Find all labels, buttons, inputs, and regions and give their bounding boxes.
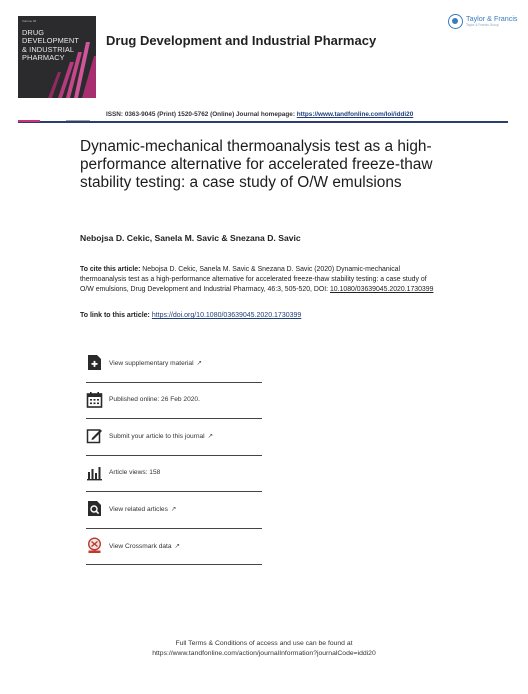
external-link-icon: ↗: [170, 506, 177, 513]
plus-document-icon: [86, 354, 103, 371]
publisher-name: Taylor & Francis: [466, 14, 518, 23]
citation-block: [80, 265, 440, 295]
external-link-icon: ↗: [174, 542, 181, 550]
article-doi-link[interactable]: https://doi.org/10.1080/03639045.2020.1730399: [151, 312, 302, 319]
article-title: Dynamic-mechanical thermoanalysis test as a high-performance alternative for accelerated freeze-thaw stability testing: a case study of O/W emulsions: [80, 138, 433, 191]
article-actions-list: [86, 346, 262, 565]
action-related-articles[interactable]: [86, 492, 262, 529]
publisher-logo[interactable]: [448, 12, 518, 34]
issn-line: [106, 111, 413, 118]
footer-terms-text: Full Terms & Conditions of access and use can be found at: [175, 640, 353, 647]
cover-title: DRUG DEVELOPMENT & INDUSTRIAL PHARMACY: [22, 28, 79, 63]
bar-chart-icon: [86, 464, 103, 481]
footer: [0, 639, 528, 658]
external-link-icon: ↗: [196, 360, 203, 367]
search-document-icon: [86, 500, 103, 517]
article-link-label: To link to this article:: [80, 312, 152, 319]
action-label: View supplementary material ↗: [109, 360, 203, 367]
journal-title[interactable]: Drug Development and Industrial Pharmacy: [106, 33, 377, 48]
citation-text: Nebojsa D. Cekic, Sanela M. Savic & Snezana D. Savic (2020) Dynamic-mechanical thermoanalysis test as a high-performance alternative for accelerated freeze-thaw stability testing: a case study of O/W emulsions, Drug Development and Industrial Pharmacy, 46:3, 505-520, DOI:: [80, 266, 427, 293]
header-divider-accent: [18, 120, 40, 122]
journal-homepage-link[interactable]: https://www.tandfonline.com/loi/iddi20: [296, 111, 414, 118]
action-published-online: [86, 383, 262, 420]
crossmark-icon: [86, 537, 103, 554]
calendar-icon: [86, 391, 103, 408]
journal-cover-image: [18, 16, 96, 98]
article-link-line: [80, 312, 301, 319]
external-link-icon: ↗: [207, 433, 214, 440]
action-crossmark-data[interactable]: [86, 529, 262, 566]
action-label: View related articles ↗: [109, 506, 177, 513]
publisher-logo-icon: [448, 14, 463, 29]
citation-label: To cite this article:: [80, 266, 143, 273]
publisher-subname: Taylor & Francis Group: [466, 23, 499, 27]
footer-terms-link[interactable]: https://www.tandfonline.com/action/journalInformation?journalCode=iddi20: [152, 649, 376, 657]
action-submit-article[interactable]: [86, 419, 262, 456]
action-label: View Crossmark data ↗: [109, 542, 181, 550]
edit-icon: [86, 427, 103, 444]
header-divider-mark: [66, 120, 90, 121]
action-supplementary-material[interactable]: [86, 346, 262, 383]
cover-small-text: Volume 46: [22, 19, 37, 23]
action-label: Published online: 26 Feb 2020.: [109, 395, 200, 403]
action-article-views: [86, 456, 262, 493]
article-authors: Nebojsa D. Cekic, Sanela M. Savic & Snezana D. Savic: [80, 233, 301, 243]
action-label: Submit your article to this journal ↗: [109, 433, 214, 440]
citation-doi-link[interactable]: 10.1080/03639045.2020.1730399: [329, 286, 434, 293]
action-label: Article views: 158: [109, 468, 161, 476]
issn-text: ISSN: 0363-9045 (Print) 1520-5762 (Online) Journal homepage:: [106, 111, 297, 118]
header-divider: [18, 121, 508, 123]
